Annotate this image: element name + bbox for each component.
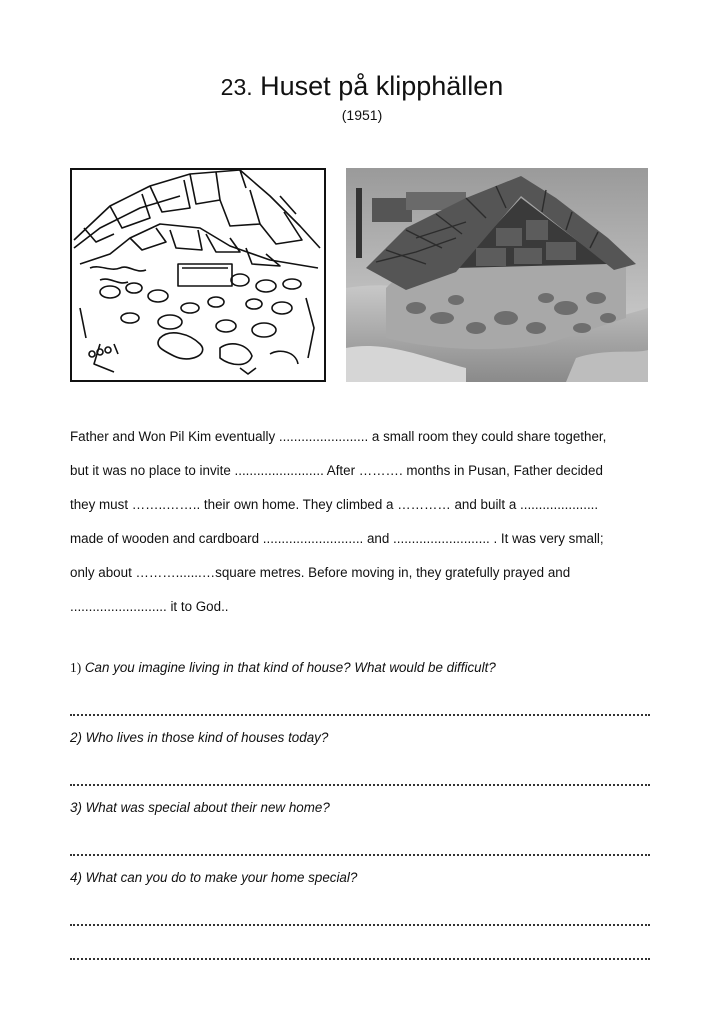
question-text: 3) What was special about their new home? xyxy=(70,800,330,815)
question-4 xyxy=(70,868,660,888)
question-list xyxy=(70,658,660,972)
question-text: Can you imagine living in that kind of house? What would be difficult? xyxy=(81,660,496,675)
house-sketch-icon xyxy=(70,168,326,382)
page-title xyxy=(0,70,724,103)
answer-line-4b[interactable] xyxy=(70,938,650,960)
question-2 xyxy=(70,728,660,748)
title-number: 23. xyxy=(220,74,253,100)
paragraph-line: Father and Won Pil Kim eventually ........................ a small room they could share together, xyxy=(70,429,607,444)
question-1 xyxy=(70,658,660,678)
answer-line-2[interactable] xyxy=(70,764,650,786)
question-text: 2) Who lives in those kind of houses today? xyxy=(70,730,329,745)
answer-line-4a[interactable] xyxy=(70,904,650,926)
question-3 xyxy=(70,798,660,818)
fill-in-paragraph xyxy=(70,420,660,624)
page-subtitle-year: (1951) xyxy=(341,107,383,123)
paragraph-line: made of wooden and cardboard ........................... and .......................... . It was very small; xyxy=(70,531,604,546)
answer-line-1[interactable] xyxy=(70,694,650,716)
question-number: 1) xyxy=(70,660,82,675)
paragraph-line: they must ……..…….. their own home. They climbed a ………… and built a ..................... xyxy=(70,497,599,512)
question-text: 4) What can you do to make your home special? xyxy=(70,870,358,885)
answer-line-3[interactable] xyxy=(70,834,650,856)
paragraph-line: but it was no place to invite ........................ After ………. months in Pusan, Father decided xyxy=(70,463,603,478)
title-text: Huset på klipphällen xyxy=(260,71,504,101)
paragraph-line: .......................... it to God.. xyxy=(70,599,229,614)
house-photo-icon xyxy=(346,168,648,382)
paragraph-line: only about ……….......…square metres. Before moving in, they gratefully prayed and xyxy=(70,565,571,580)
